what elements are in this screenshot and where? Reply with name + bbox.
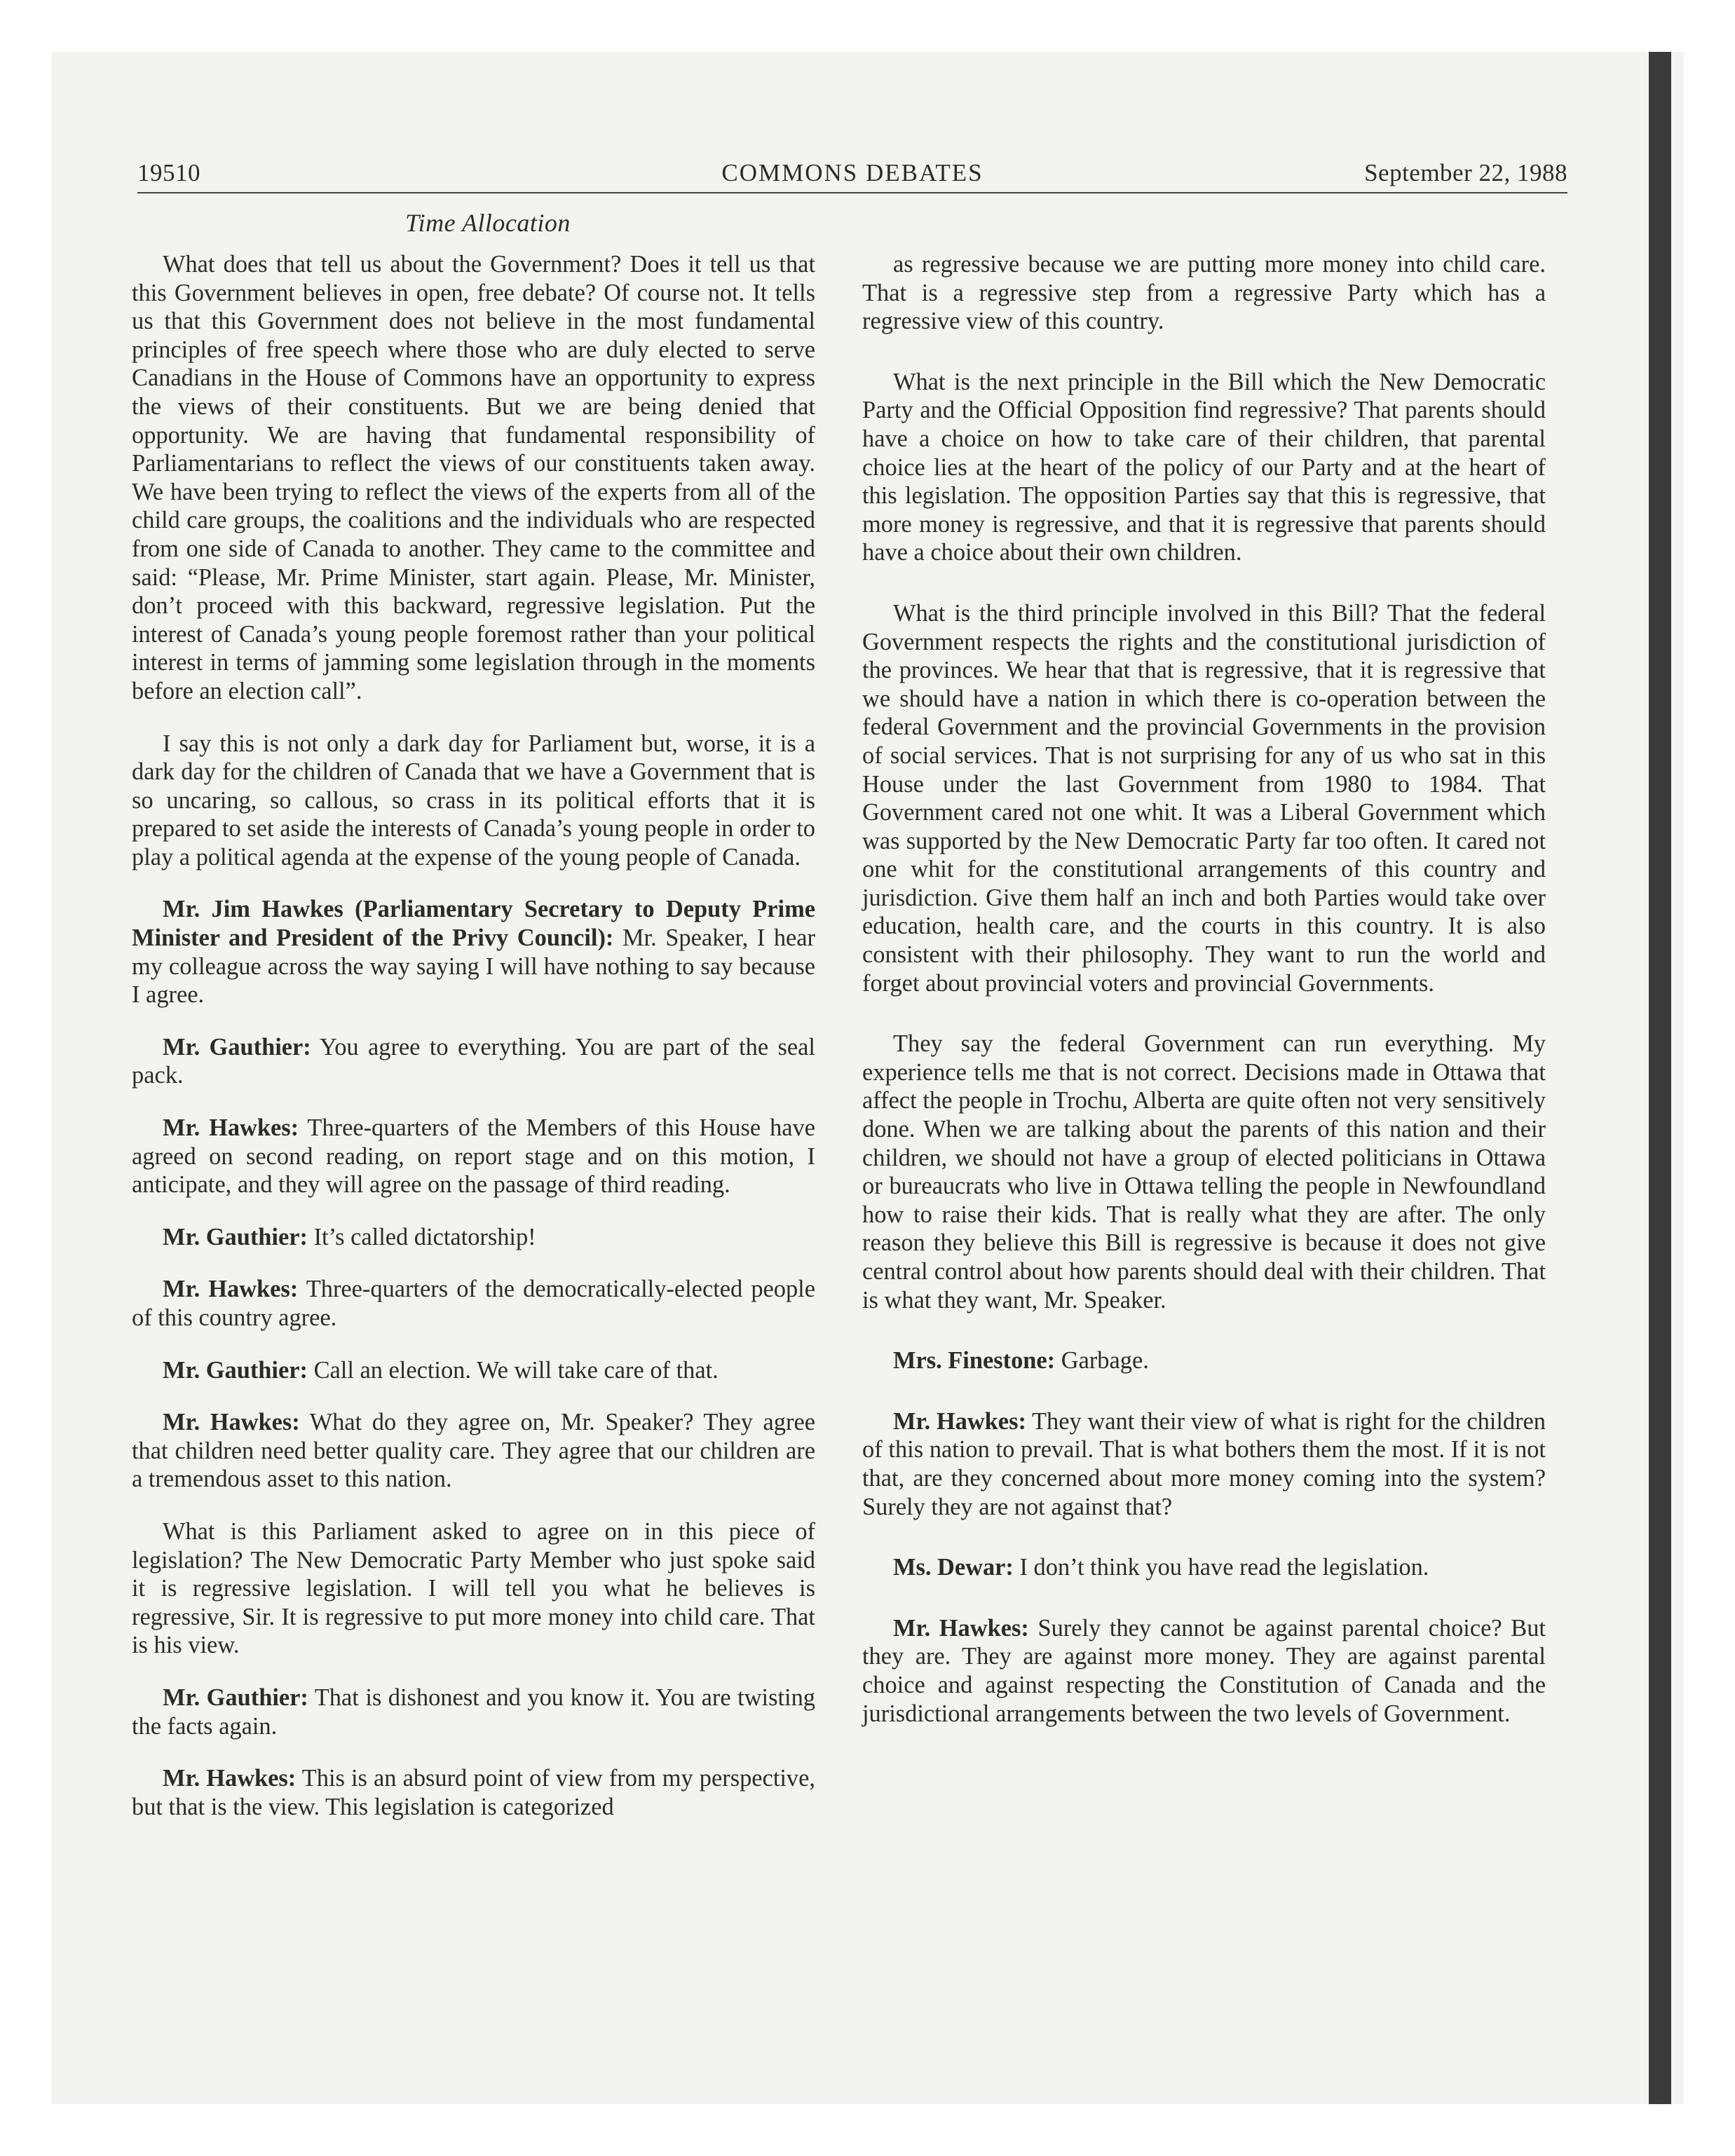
paragraph-text: That is dishonest and you know it. You are twisting the facts again.: [132, 1684, 815, 1740]
paragraph-text: Mr. Speaker, I hear my colleague across the way saying I will have nothing to say because I agree.: [132, 925, 815, 1009]
paragraph-text: Surely they cannot be against parental choice? But they are. They are against more money. They are against parental choice and against respecting the Constitution of Canada and the jurisdictional arrangements between the two levels of Government.: [862, 1614, 1546, 1727]
paragraph-text: Three-quarters of the Members of this House have agreed on second reading, on report stage and on this motion, I anticipate, and they will agree on the passage of third reading.: [132, 1114, 815, 1199]
left-column: [132, 250, 815, 1845]
paragraph-text: What is this Parliament asked to agree on in this piece of legislation? The New Democratic Party Member who just spoke said it is regressive legislation. I will tell you what he believes is regressive, Sir. It is regressive to put more money into child care. That is his view.: [132, 1517, 815, 1659]
speaker-name: Mr. Gauthier:: [163, 1223, 308, 1250]
paragraph-text: It’s called dictatorship!: [313, 1223, 536, 1250]
paragraph-text: What is the next principle in the Bill which the New Democratic Party and the Official Opposition find regressive? That parents should have a choice on how to take care of their children, that parental choice lies at the heart of the policy of our Party and at the heart of this legislation. The opposition Parties say that this is regressive, that more money is regressive, and that it is regressive that parents should have a choice about their own children.: [862, 368, 1546, 566]
paragraph: [132, 250, 815, 706]
speaker-name: Mr. Hawkes:: [163, 1765, 297, 1792]
speaker-name: Mr. Jim Hawkes (Parliamentary Secretary to Deputy Prime Minister and President of the Privy Council):: [132, 896, 815, 952]
paragraph-text: What does that tell us about the Government? Does it tell us that this Government believes in open, free debate? Of course not. It tells us that this Government does not believe in the most fundamental principles of free speech where those who are duly elected to serve Canadians in the House of Commons have an opportunity to express the views of their constituents. But we are being denied that opportunity. We are having that fundamental responsibility of Parliamentarians to reflect the views of our constituents taken away. We have been trying to reflect the views of the experts from all of the child care groups, the coalitions and the individuals who are respected from one side of Canada to another. They came to the committee and said: “Please, Mr. Prime Minister, start again. Please, Mr. Minister, don’t proceed with this backward, regressive legislation. Put the interest of Canada’s young people foremost rather than your political interest in terms of jamming some legislation through in the moments before an election call”.: [132, 251, 815, 704]
paragraph: [132, 1033, 815, 1090]
paragraph-text: This is an absurd point of view from my perspective, but that is the view. This legislation is categorized: [132, 1765, 815, 1820]
paragraph: [132, 1223, 815, 1252]
page-number: 19510: [137, 159, 200, 186]
paragraph: [862, 599, 1546, 997]
speaker-name: Mrs. Finestone:: [893, 1347, 1056, 1374]
section-title: Time Allocation: [405, 209, 571, 237]
paragraph: [132, 1517, 815, 1660]
paragraph-text: You agree to everything. You are part of the seal pack.: [132, 1033, 815, 1089]
paragraph: [132, 1684, 815, 1740]
paragraph: [132, 1275, 815, 1332]
paragraph: [132, 1764, 815, 1821]
speaker-name: Mr. Gauthier:: [163, 1684, 308, 1711]
speaker-name: Mr. Hawkes:: [163, 1409, 300, 1436]
journal-title: COMMONS DEBATES: [721, 159, 984, 186]
paragraph: [862, 1553, 1546, 1582]
speaker-name: Mr. Hawkes:: [893, 1614, 1029, 1642]
paragraph: [862, 1030, 1546, 1314]
paragraph: [132, 895, 815, 1009]
speaker-name: Mr. Gauthier:: [163, 1356, 308, 1384]
paragraph: [132, 730, 815, 872]
speaker-name: Mr. Gauthier:: [163, 1033, 311, 1060]
binding-edge: [1649, 52, 1671, 2104]
paragraph-text: I don’t think you have read the legislation.: [1019, 1554, 1429, 1581]
paragraph-text: as regressive because we are putting more money into child care. That is a regressive step from a regressive Party which has a regressive view of this country.: [862, 251, 1546, 335]
paragraph: [132, 1114, 815, 1199]
speaker-name: Ms. Dewar:: [893, 1554, 1014, 1581]
paragraph-text: What do they agree on, Mr. Speaker? They agree that children need better quality care. They agree that our children are a tremendous asset to this nation.: [132, 1409, 815, 1493]
paragraph: [862, 368, 1546, 567]
right-column: [862, 250, 1546, 1760]
header-rule: [137, 192, 1567, 193]
speaker-name: Mr. Hawkes:: [893, 1407, 1026, 1435]
paragraph-text: What is the third principle involved in this Bill? That the federal Government respects the rights and the constitutional jurisdiction of the provinces. We hear that that is regressive, that it is regressive that we should have a nation in which there is co-operation between the federal Government and the provincial Governments in the provision of social services. That is not surprising for any of us who sat in this House under the last Government from 1980 to 1984. That Government cared not one whit. It was a Liberal Government which was supported by the New Democratic Party far too often. It cared not one whit for the constitutional arrangements of this country and jurisdiction. Give them half an inch and both Parties would take over education, health care, and the courts in this country. It is also consistent with their philosophy. They want to run the world and forget about provincial voters and provincial Governments.: [862, 599, 1546, 997]
paragraph-text: Three-quarters of the democratically-elected people of this country agree.: [132, 1276, 815, 1331]
paragraph-text: I say this is not only a dark day for Parliament but, worse, it is a dark day for the children of Canada that we have a Government that is so uncaring, so callous, so crass in its political efforts that it is prepared to set aside the interests of Canada’s young people in order to play a political agenda at the expense of the young people of Canada.: [132, 730, 815, 871]
paragraph: [862, 1346, 1546, 1375]
paragraph: [132, 1408, 815, 1494]
speaker-name: Mr. Hawkes:: [163, 1276, 299, 1303]
paragraph: [862, 250, 1546, 336]
paragraph: [862, 1407, 1546, 1521]
paragraph: [862, 1614, 1546, 1728]
running-head: [137, 156, 1567, 191]
paragraph-text: Garbage.: [1061, 1347, 1149, 1374]
paragraph-text: They want their view of what is right for the children of this nation to prevail. That is what bothers them the most. If it is not that, are they concerned about more money coming into the system? Surely they are not against that?: [862, 1407, 1546, 1520]
issue-date: September 22, 1988: [1364, 159, 1567, 186]
paragraph-text: Call an election. We will take care of that.: [313, 1356, 719, 1384]
speaker-name: Mr. Hawkes:: [163, 1114, 299, 1142]
paragraph: [132, 1356, 815, 1385]
paragraph-text: They say the federal Government can run everything. My experience tells me that is not correct. Decisions made in Ottawa that affect the people in Trochu, Alberta are quite often not very sensitively done. When we are talking about the parents of this nation and their children, we should not have a group of elected politicians in Ottawa or bureaucrats who live in Ottawa telling the people in Newfoundland how to raise their kids. That is really what they are after. The only reason they believe this Bill is regressive is because it does not give central control about how parents should deal with their children. That is what they want, Mr. Speaker.: [862, 1030, 1546, 1314]
